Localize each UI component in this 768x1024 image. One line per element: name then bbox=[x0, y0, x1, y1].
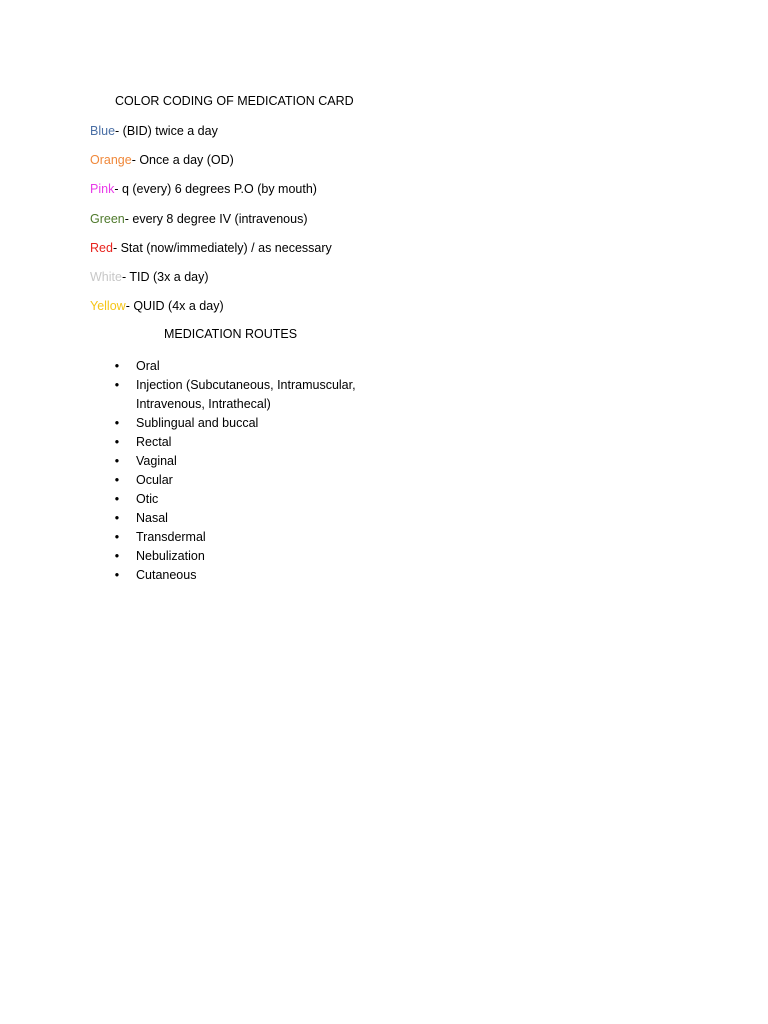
route-label: Otic bbox=[136, 492, 159, 506]
route-label: Vaginal bbox=[136, 454, 177, 468]
list-item bbox=[111, 566, 411, 585]
list-item bbox=[111, 414, 411, 433]
color-description: - Once a day (OD) bbox=[131, 153, 234, 168]
list-item bbox=[111, 490, 411, 509]
bullet-icon: • bbox=[114, 568, 120, 582]
routes-heading: MEDICATION ROUTES bbox=[164, 327, 298, 341]
color-description: - QUID (4x a day) bbox=[125, 299, 224, 314]
color-code-item bbox=[90, 269, 332, 298]
bullet-icon: • bbox=[114, 454, 120, 468]
color-name: White bbox=[90, 269, 122, 284]
bullet-icon: • bbox=[114, 435, 120, 449]
list-item bbox=[111, 433, 411, 452]
list-item bbox=[111, 471, 411, 490]
route-label: Rectal bbox=[136, 435, 172, 449]
color-description: - every 8 degree IV (intravenous) bbox=[124, 211, 308, 226]
bullet-icon: • bbox=[114, 359, 120, 373]
bullet-icon: • bbox=[114, 416, 120, 430]
list-item bbox=[111, 376, 411, 414]
list-item bbox=[111, 528, 411, 547]
color-name: Orange bbox=[90, 153, 132, 168]
route-label: Transdermal bbox=[136, 530, 206, 544]
route-label: Sublingual and buccal bbox=[136, 416, 259, 430]
list-item bbox=[111, 547, 411, 566]
color-name: Green bbox=[90, 211, 125, 226]
route-label: Nebulization bbox=[136, 549, 205, 563]
color-name: Pink bbox=[90, 182, 115, 197]
route-label: Nasal bbox=[136, 511, 168, 525]
page-title: COLOR CODING OF MEDICATION CARD bbox=[115, 94, 354, 108]
bullet-icon: • bbox=[114, 511, 120, 525]
bullet-icon: • bbox=[114, 549, 120, 563]
color-code-item bbox=[90, 152, 332, 181]
routes-list bbox=[111, 357, 411, 585]
color-code-list bbox=[90, 123, 332, 327]
color-name: Yellow bbox=[90, 299, 126, 314]
color-code-item bbox=[90, 181, 332, 210]
list-item bbox=[111, 452, 411, 471]
route-label: Cutaneous bbox=[136, 568, 197, 582]
color-description: - TID (3x a day) bbox=[121, 269, 209, 284]
color-name: Blue bbox=[90, 124, 116, 138]
color-code-item bbox=[90, 211, 332, 240]
list-item bbox=[111, 509, 411, 528]
color-description: - (BID) twice a day bbox=[115, 124, 218, 138]
bullet-icon: • bbox=[114, 378, 120, 392]
color-description: - q (every) 6 degrees P.O (by mouth) bbox=[114, 182, 317, 197]
bullet-icon: • bbox=[114, 530, 120, 544]
color-code-item bbox=[90, 298, 332, 327]
color-description: - Stat (now/immediately) / as necessary bbox=[112, 240, 332, 255]
color-name: Red bbox=[90, 240, 113, 255]
route-label: Oral bbox=[136, 359, 160, 373]
route-label: Injection (Subcutaneous, Intramuscular, Intravenous, Intrathecal) bbox=[136, 378, 356, 411]
bullet-icon: • bbox=[114, 473, 120, 487]
bullet-icon: • bbox=[114, 492, 120, 506]
color-code-item bbox=[90, 123, 332, 152]
list-item bbox=[111, 357, 411, 376]
route-label: Ocular bbox=[136, 473, 173, 487]
color-code-item bbox=[90, 240, 332, 269]
